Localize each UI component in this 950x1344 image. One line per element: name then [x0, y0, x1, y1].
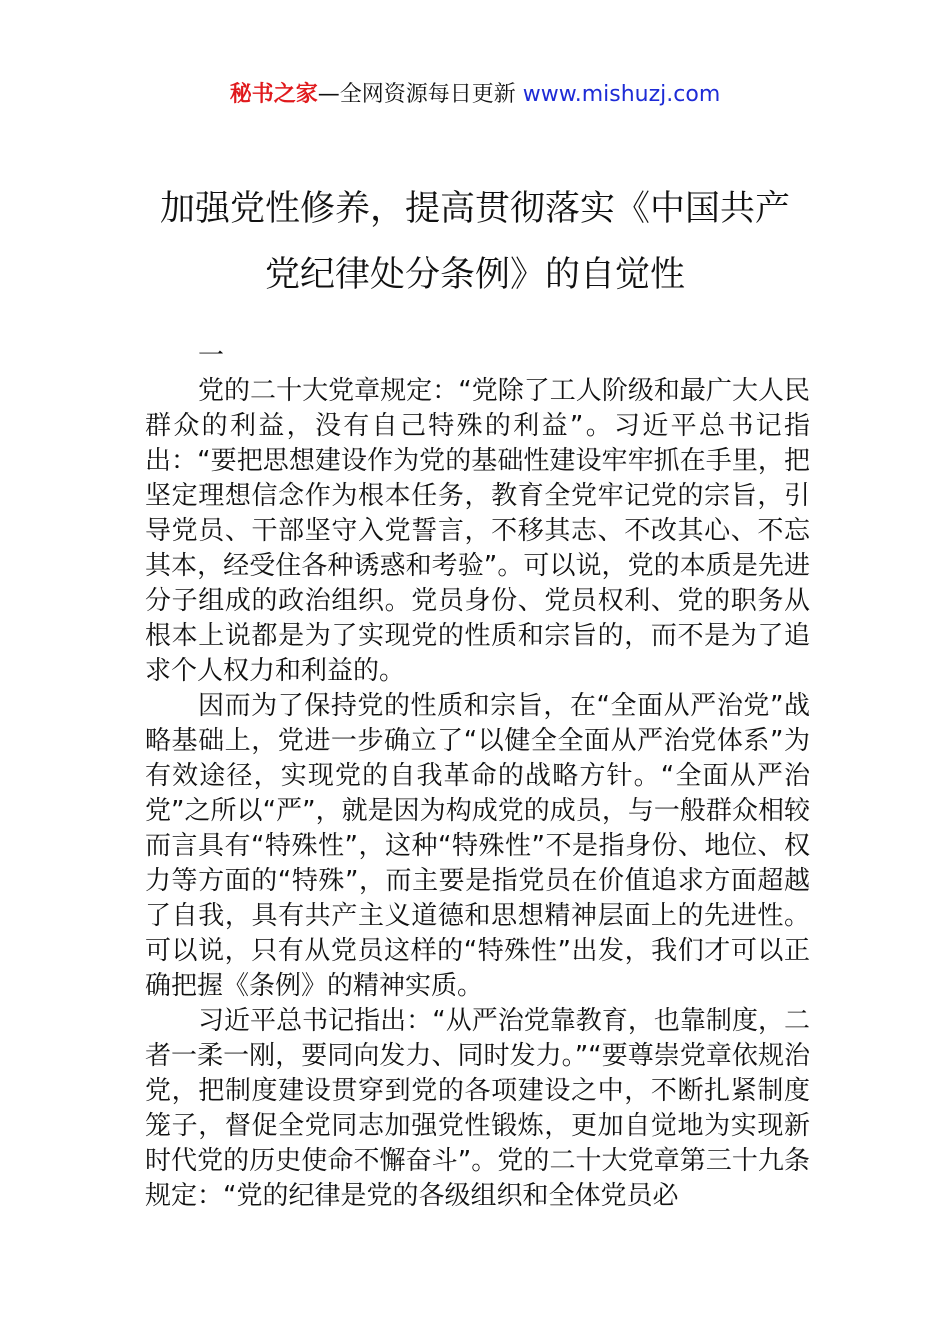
document-title	[0, 176, 950, 308]
site-url-link[interactable]: www.mishuzj.com	[522, 82, 721, 107]
title-line-1: 加强党性修养，提高贯彻落实《中国共产	[159, 189, 790, 229]
title-line-2: 党纪律处分条例》的自觉性	[264, 255, 685, 295]
paragraph-1: 党的二十大党章规定：“党除了工人阶级和最广大人民群众的利益，没有自己特殊的利益”。习近平总书记指出：“要把思想建设作为党的基础性建设牢牢抓在手里，把坚定理想信念作为根本任务，教育全党牢记党的宗旨，引导党员、干部坚守入党誓言，不移其志、不改其心、不忘其本，经受住各种诱惑和考验”。可以说，党的本质是先进分子组成的政治组织。党员身份、党员权利、党的职务从根本上说都是为了实现党的性质和宗旨的，而不是为了追求个人权力和利益的。	[145, 376, 810, 686]
site-header	[0, 80, 950, 110]
paragraph-2: 因而为了保持党的性质和宗旨，在“全面从严治党”战略基础上，党进一步确立了“以健全全面从严治党体系”为有效途径，实现党的自我革命的战略方针。“全面从严治党”之所以“严”，就是因为构成党的成员，与一般群众相较而言具有“特殊性”，这种“特殊性”不是指身份、地位、权力等方面的“特殊”，而主要是指党员在价值追求方面超越了自我，具有共产主义道德和思想精神层面上的先进性。可以说，只有从党员这样的“特殊性”出发，我们才可以正确把握《条例》的精神实质。	[145, 691, 810, 1001]
paragraph-3: 习近平总书记指出：“从严治党靠教育，也靠制度，二者一柔一刚，要同向发力、同时发力。”“要尊崇党章依规治党，把制度建设贯穿到党的各项建设之中，不断扎紧制度笼子，督促全党同志加强党性锻炼，更加自觉地为实现新时代党的历史使命不懈奋斗”。党的二十大党章第三十九条规定：“党的纪律是党的各级组织和全体党员必	[145, 1006, 810, 1211]
header-tagline: —全网资源每日更新	[317, 82, 523, 107]
brand-name: 秘书之家	[229, 82, 318, 107]
section-number: 一	[198, 341, 225, 371]
article-body	[145, 339, 810, 1214]
